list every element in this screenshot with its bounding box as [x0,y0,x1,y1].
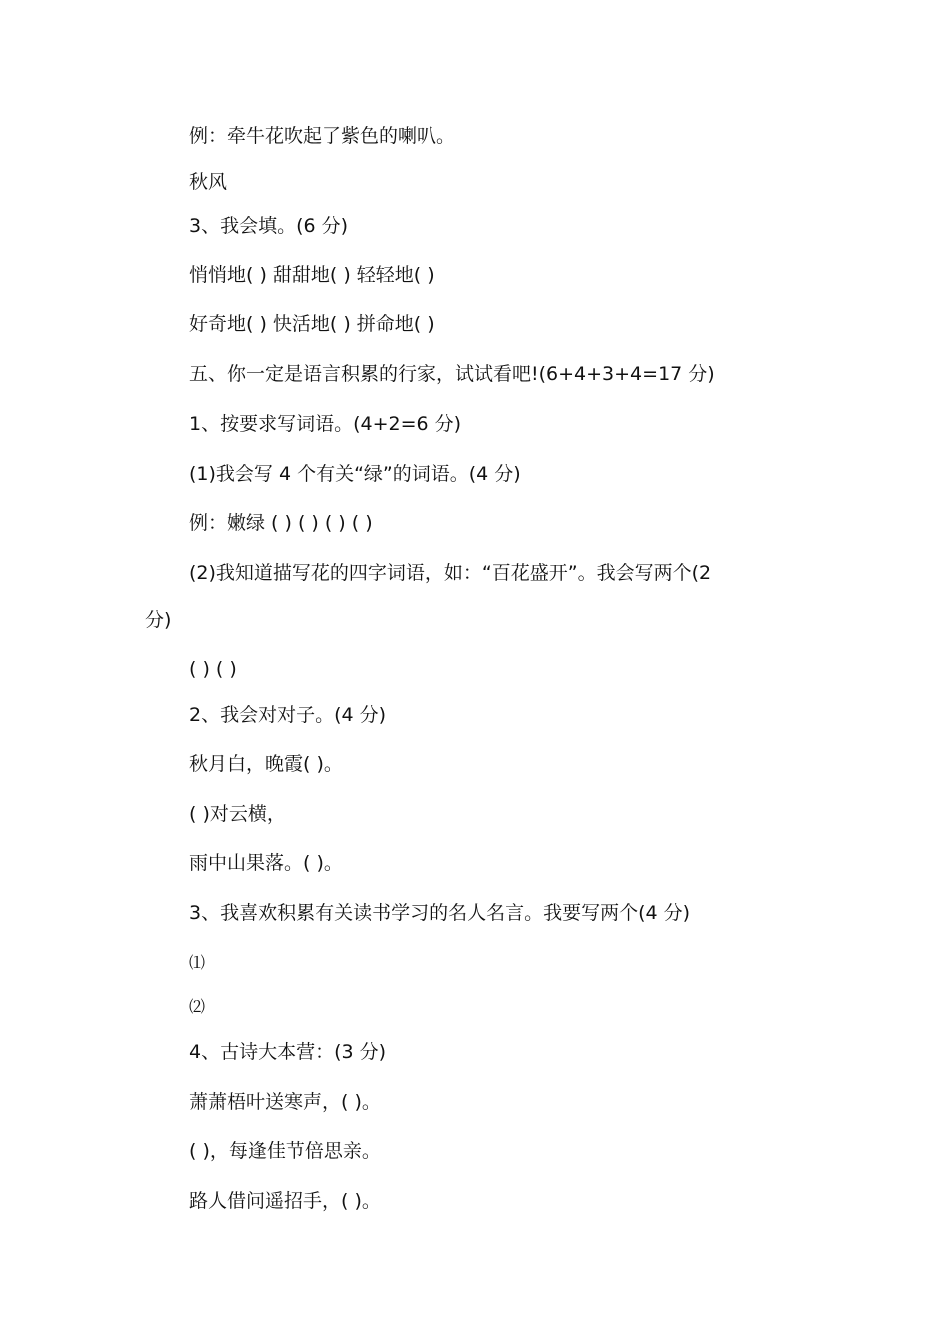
couplet-line-2: ( )对云横， [189,803,286,825]
poem-line-2: ( )，每逢佳节倍思亲。 [189,1140,381,1162]
question-3-quotes-heading: 3、我喜欢积累有关读书学习的名人名言。我要写两个(4 分) [189,902,691,924]
fill-blank-row-2: 好奇地( ) 快活地( ) 拼命地( ) [189,313,435,335]
sub-question-1: (1)我会写 4 个有关“绿”的词语。(4 分) [189,463,521,485]
example-sentence: 例：牵牛花吹起了紫色的喇叭。 [189,125,456,147]
answer-prompt-autumn-wind: 秋风 [189,171,228,193]
section-5-heading: 五、你一定是语言积累的行家，试试看吧!(6+4+3+4=17 分) [189,363,715,385]
question-3-heading: 3、我会填。(6 分) [189,215,349,237]
quote-blank-2: ⑵ [189,997,206,1016]
couplet-line-1: 秋月白，晚霞( )。 [189,753,343,775]
example-green-words: 例：嫩绿 ( ) ( ) ( ) ( ) [189,512,373,534]
poem-line-3: 路人借问遥招手，( )。 [189,1190,381,1212]
question-2-heading: 2、我会对对子。(4 分) [189,704,387,726]
couplet-line-3: 雨中山果落。( )。 [189,852,343,874]
question-1-heading: 1、按要求写词语。(4+2=6 分) [189,413,462,435]
blank-pair: ( ) ( ) [189,658,237,680]
poem-line-1: 萧萧梧叶送寒声，( )。 [189,1091,381,1113]
fill-blank-row-1: 悄悄地( ) 甜甜地( ) 轻轻地( ) [189,264,435,286]
quote-blank-1: ⑴ [189,953,206,972]
question-4-heading: 4、古诗大本营：(3 分) [189,1041,387,1063]
sub-question-2-continued: 分) [145,609,172,631]
sub-question-2: (2)我知道描写花的四字词语，如：“百花盛开”。我会写两个(2 [189,562,712,584]
